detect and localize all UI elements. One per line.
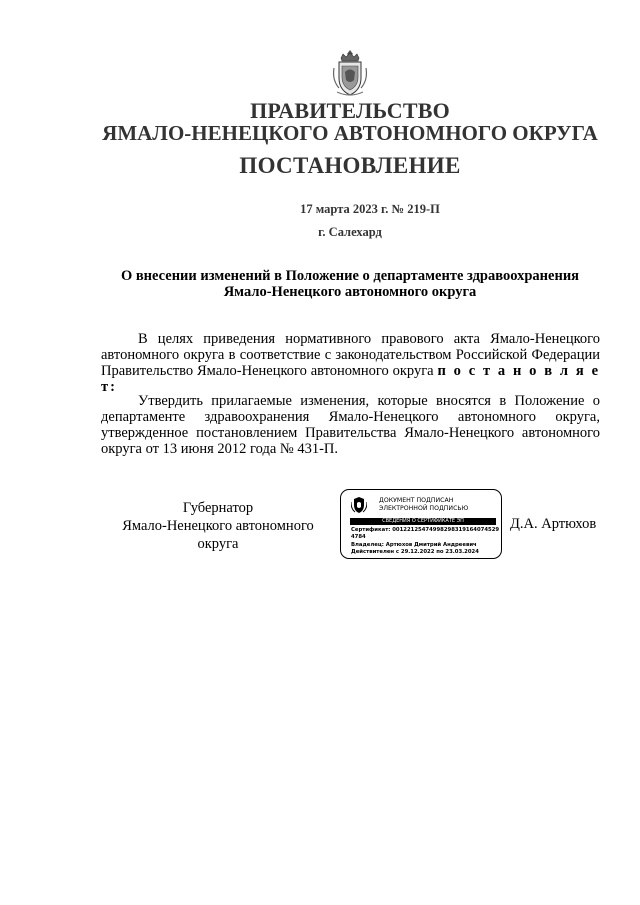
document-city: г. Салехард [318, 225, 382, 239]
body-paragraph-1 [101, 331, 600, 395]
paragraph-1-text: В целях приведения нормативного правового акта Ямало-Ненецкого автономного округа в соответствие с законодательством Российской Федерации Правительство Ямало-Ненецкого автономного округа [101, 331, 600, 379]
stamp-certificate-bar: СВЕДЕНИЯ О СЕРТИФИКАТЕ ЭП [350, 518, 496, 525]
electronic-signature-stamp [340, 489, 502, 559]
signatory-title-line1: Губернатор [182, 500, 254, 516]
document-date-number: 17 марта 2023 г. № 219-П [300, 202, 440, 216]
resolution-keyword: п о с т а н о в л я е т: [101, 363, 601, 395]
body-paragraph-2: Утвердить прилагаемые изменения, которые вносятся в Положение о департаменте здравоохранения Ямало-Ненецкого автономного округа, утвержденное постановлением Правительства Ямало-Ненецкого автономного округа от 13 июня 2012 года № 431-П. [101, 393, 600, 457]
document-subject: О внесении изменений в Положение о департаменте здравоохранения Ямало-Ненецкого автономного округа [120, 268, 580, 300]
coat-of-arms-icon [330, 48, 370, 98]
government-region-title: ЯМАЛО-НЕНЕЦКОГО АВТОНОМНОГО ОКРУГА [102, 121, 598, 145]
stamp-certificate-number-cont: 4784 [351, 534, 366, 540]
coat-of-arms-icon [351, 496, 367, 514]
stamp-heading-line2: ЭЛЕКТРОННОЙ ПОДПИСЬЮ [379, 505, 469, 512]
signatory-title [101, 499, 335, 553]
document-type-title: ПОСТАНОВЛЕНИЕ [239, 153, 461, 178]
signatory-name: Д.А. Артюхов [510, 516, 597, 532]
stamp-header [349, 496, 499, 514]
stamp-heading-line1: ДОКУМЕНТ ПОДПИСАН [379, 497, 454, 504]
stamp-certificate-number: Сертификат: 00122125474998298319164074529 [351, 527, 500, 533]
stamp-validity: Действителен с 29.12.2022 по 23.03.2024 [351, 549, 479, 555]
stamp-owner: Владелец: Артюхов Дмитрий Андреевич [351, 542, 477, 548]
government-title: ПРАВИТЕЛЬСТВО [250, 98, 450, 123]
signatory-title-line2: Ямало-Ненецкого автономного округа [122, 518, 314, 552]
